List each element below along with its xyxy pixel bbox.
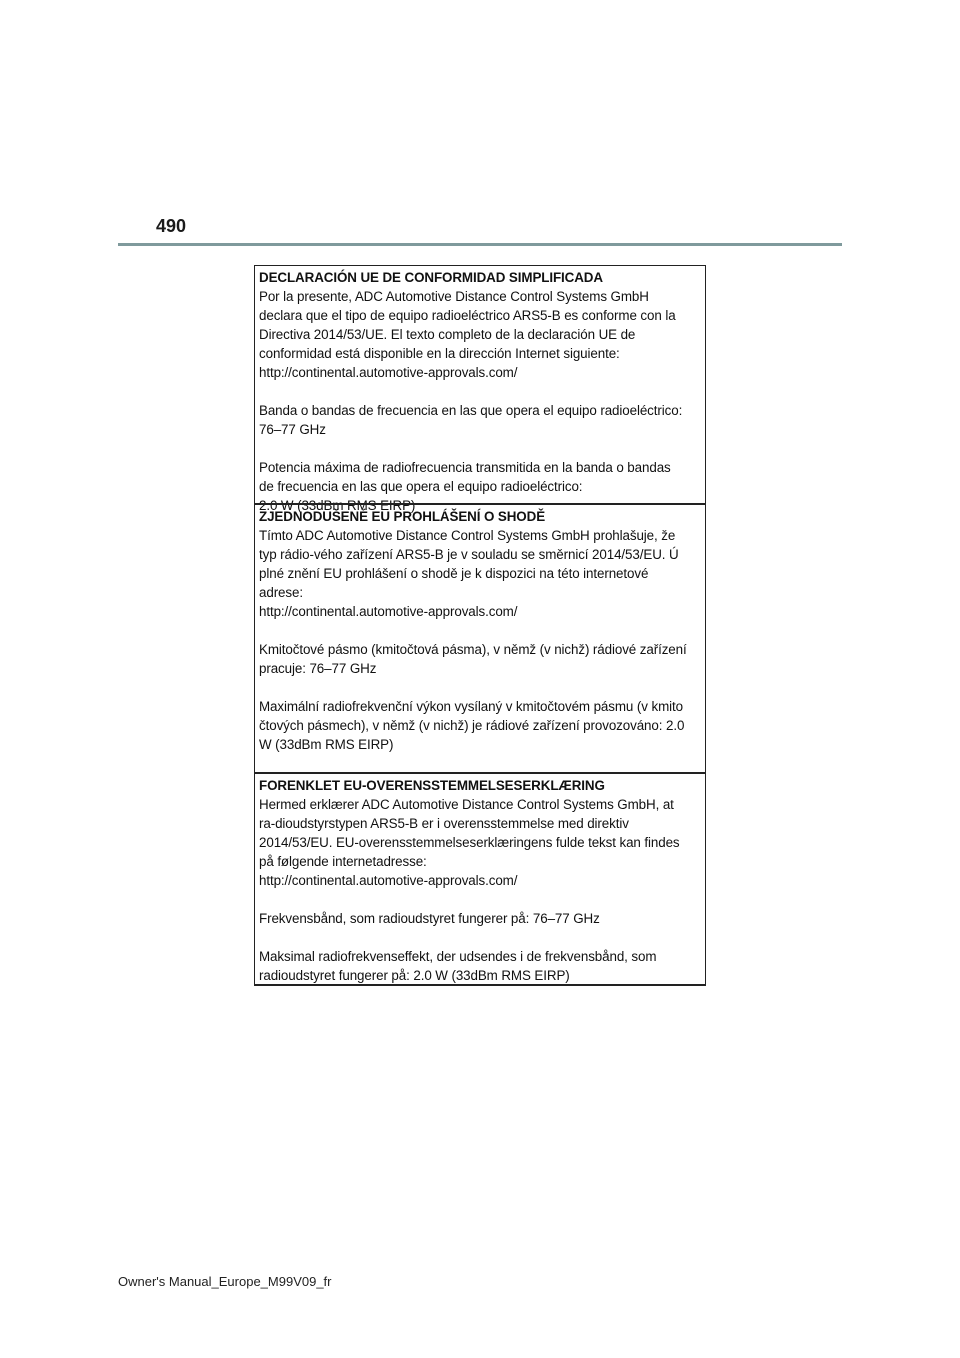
page-number: 490 — [156, 216, 187, 236]
text-line: radioudstyret fungerer på: 2.0 W (33dBm RMS EIRP) — [259, 968, 570, 983]
text-line: adrese: — [259, 585, 303, 600]
declaration-section-es — [255, 266, 705, 513]
text-line: plné znění EU prohlášení o shodě je k dispozici na této internetové — [259, 566, 649, 581]
declaration-scan — [254, 265, 706, 986]
text-line: Potencia máxima de radiofrecuencia transmitida en la banda o bandas — [259, 460, 671, 475]
paragraph — [259, 640, 701, 678]
text-line: Maksimal radiofrekvenseffekt, der udsendes i de frekvensbånd, som — [259, 949, 657, 964]
text-line: Banda o bandas de frecuencia en las que opera el equipo radioeléctrico: — [259, 403, 683, 418]
text-line: de frecuencia en las que opera el equipo radioeléctrico: — [259, 479, 583, 494]
text-line: 2.0 W (33dBm RMS EIRP) — [259, 498, 416, 513]
section-title: ZJEDNODUŠENÉ EU PROHLÁŠENÍ O SHODĚ — [259, 509, 546, 524]
text-line: Tímto ADC Automotive Distance Control Systems GmbH prohlašuje, že — [259, 528, 676, 543]
paragraph — [259, 287, 701, 382]
paragraph — [259, 697, 701, 754]
declaration-section-da — [255, 772, 705, 986]
header-rule — [118, 243, 842, 246]
url-text: http://continental.automotive-approvals.com/ — [259, 604, 518, 619]
paragraph — [259, 401, 701, 439]
text-line: Hermed erklærer ADC Automotive Distance Control Systems GmbH, at — [259, 797, 674, 812]
footer-text: Owner's Manual_Europe_M99V09_fr — [118, 1274, 332, 1289]
url-text: http://continental.automotive-approvals.com/ — [259, 365, 518, 380]
text-line: på følgende internetadresse: — [259, 854, 427, 869]
text-line: Directiva 2014/53/UE. El texto completo de la declaración UE de — [259, 327, 636, 342]
paragraph — [259, 909, 701, 928]
section-title: DECLARACIÓN UE DE CONFORMIDAD SIMPLIFICADA — [259, 270, 603, 285]
text-line: čtových pásmech), v němž (v nichž) je rádiové zařízení provozováno: 2.0 — [259, 718, 685, 733]
paragraph — [259, 795, 701, 890]
declaration-section-cs — [255, 503, 705, 773]
text-line: conformidad está disponible en la dirección Internet siguiente: — [259, 346, 620, 361]
text-line: pracuje: 76–77 GHz — [259, 661, 377, 676]
paragraph — [259, 526, 701, 621]
text-line: 2014/53/EU. EU-overensstemmelseserklæringens fulde tekst kan findes — [259, 835, 680, 850]
text-line: Maximální radiofrekvenční výkon vysílaný v kmitočtovém pásmu (v kmito — [259, 699, 683, 714]
text-line: Kmitočtové pásmo (kmitočtová pásma), v němž (v nichž) rádiové zařízení — [259, 642, 687, 657]
text-line: typ rádio-vého zařízení ARS5-B je v souladu se směrnicí 2014/53/EU. Ú — [259, 547, 679, 562]
text-line: 76–77 GHz — [259, 422, 326, 437]
text-line: ra-dioudstyrstypen ARS5-B er i overensstemmelse med direktiv — [259, 816, 629, 831]
paragraph — [259, 947, 701, 985]
text-line: declara que el tipo de equipo radioeléctrico ARS5-B es conforme con la — [259, 308, 676, 323]
text-line: Frekvensbånd, som radioudstyret fungerer på: 76–77 GHz — [259, 911, 600, 926]
text-line: W (33dBm RMS EIRP) — [259, 737, 394, 752]
section-title: FORENKLET EU-OVERENSSTEMMELSESERKLÆRING — [259, 778, 605, 793]
text-line: Por la presente, ADC Automotive Distance Control Systems GmbH — [259, 289, 649, 304]
url-text: http://continental.automotive-approvals.com/ — [259, 873, 518, 888]
